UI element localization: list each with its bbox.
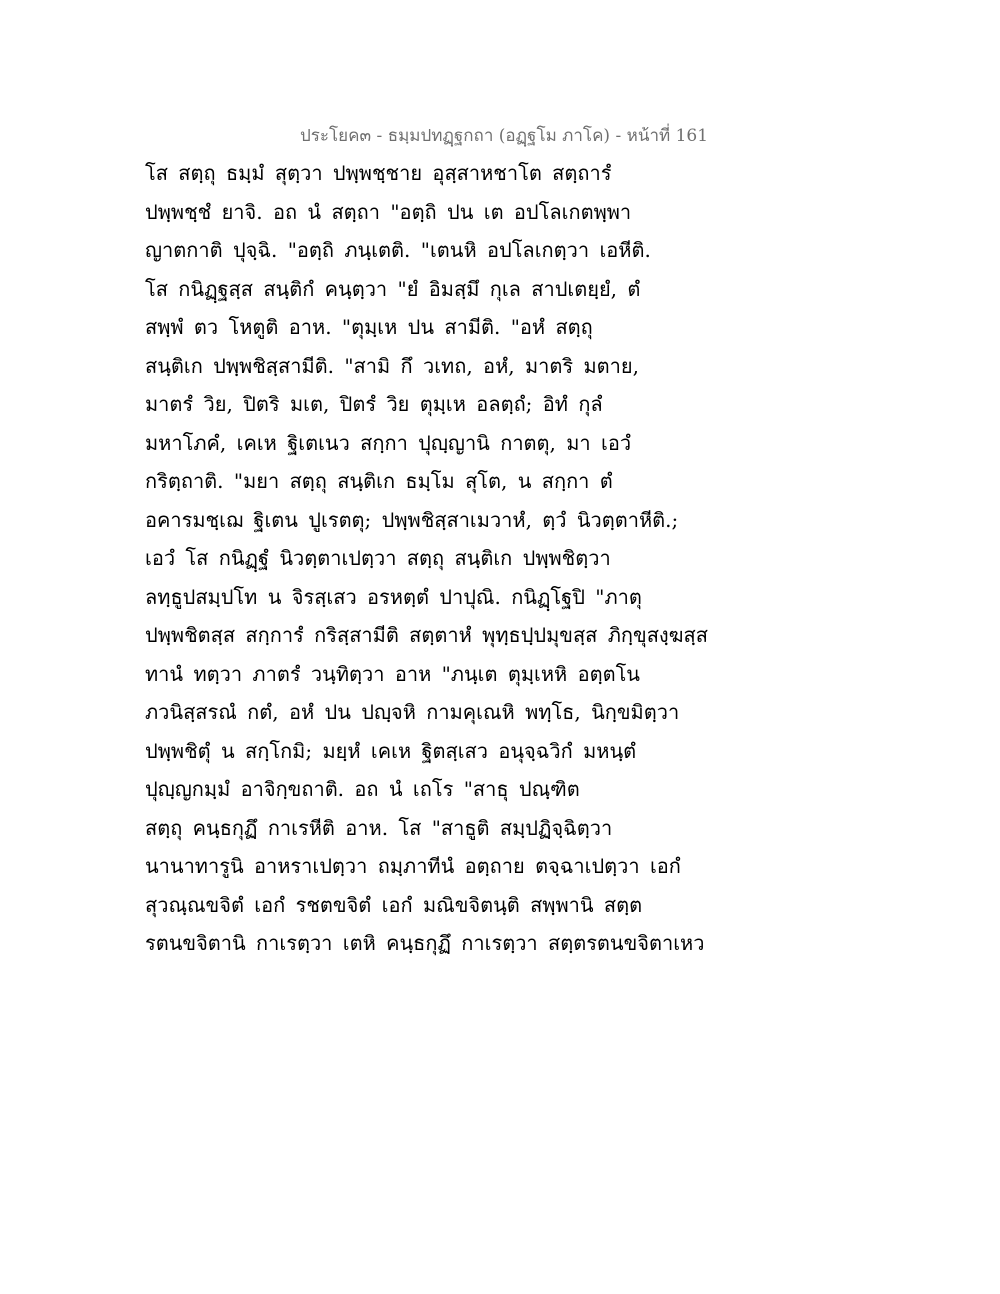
text-line: รตนขจิตานิ กาเรตฺวา เตหิ คนฺธกุฏึ กาเรตฺวา สตฺตรตนขจิตาเหว (145, 931, 705, 955)
text-line: ปุญฺญกมฺมํ อาจิกฺขถาติ. อถ นํ เถโร "สาธุ ปณฺฑิต (145, 777, 580, 801)
text-line: ญาตกาติ ปุจฺฉิ. "อตฺถิ ภนฺเตติ. "เตนหิ อปโลเกตฺวา เอหีติ. (145, 238, 651, 262)
text-line: ปพฺพชิตสฺส สกฺการํ กริสฺสามีติ สตฺตาหํ พุทฺธปฺปมุขสฺส ภิกฺขุสงฺฆสฺส (145, 623, 708, 647)
text-line: มหาโภคํ, เคเห ฐิเตเนว สกฺกา ปุญฺญานิ กาตตุ, มา เอวํ (145, 430, 632, 455)
text-line: สุวณฺณขจิตํ เอกํ รชตขจิตํ เอกํ มณิขจิตนฺติ สพฺพานิ สตฺต (145, 892, 643, 917)
text-line: สนฺติเก ปพฺพชิสฺสามีติ. "สามิ กึ วเทถ, อหํ, มาตริ มตาย, (145, 353, 639, 378)
text-line: สตฺถุ คนฺธกุฏึ กาเรหีติ อาห. โส "สาธูติ สมฺปฏิจฺฉิตฺวา (145, 815, 613, 840)
text-line: มาตรํ วิย, ปิตริ มเต, ปิตรํ วิย ตุมฺเห อลตฺถํ; อิทํ กุลํ (145, 392, 603, 416)
text-line: สพฺพํ ตว โหตูติ อาห. "ตุมฺเห ปน สามีติ. "อหํ สตฺถุ (145, 315, 593, 339)
body-text (145, 154, 865, 963)
text-line: ปพฺพชฺชํ ยาจิ. อถ นํ สตฺถา "อตฺถิ ปน เต อปโลเกตพฺพา (145, 199, 632, 224)
text-line: เอวํ โส กนิฏฺฐํ นิวตฺตาเปตฺวา สตฺถุ สนฺติเก ปพฺพชิตฺวา (145, 546, 611, 570)
running-head: ประโยค๓ - ธมฺมปทฏฺฐกถา (อฏฺฐโม ภาโค) - หน้าที่ 161 (300, 126, 709, 146)
text-line: ภวนิสฺสรณํ กตํ, อหํ ปน ปญฺจหิ กามคุเณหิ พทฺโธ, นิกฺขมิตฺวา (145, 700, 680, 724)
text-line: ทานํ ทตฺวา ภาตรํ วนฺทิตฺวา อาห "ภนฺเต ตุมฺเหหิ อตฺตโน (145, 661, 640, 686)
text-line: นานาทารูนิ อาหราเปตฺวา ถมฺภาทีนํ อตฺถาย ตจฺฉาเปตฺวา เอกํ (145, 854, 681, 878)
text-line: กริตฺถาติ. "มยา สตฺถุ สนฺติเก ธมฺโม สุโต, น สกฺกา ตํ (145, 469, 613, 493)
text-line: โส สตฺถุ ธมฺมํ สุตฺวา ปพฺพชฺชาย อุสฺสาหชาโต สตฺถารํ (145, 161, 612, 185)
text-line: ลทฺธูปสมฺปโท น จิรสฺเสว อรหตฺตํ ปาปุณิ. กนิฏฺโฐปิ "ภาตุ (145, 584, 642, 609)
text-line: ปพฺพชิตุํ น สกฺโกมิ; มยฺหํ เคเห ฐิตสฺเสว อนุจฺฉวิกํ มหนฺตํ (145, 738, 637, 763)
text-line: โส กนิฏฺฐสฺส สนฺติกํ คนฺตฺวา "ยํ อิมสฺมึ กุเล สาปเตยฺยํ, ตํ (145, 276, 641, 301)
text-line: อคารมชฺเฌ ฐิเตน ปูเรตตุ; ปพฺพชิสฺสาเมวาหํ, ตฺวํ นิวตฺตาหีติ.; (145, 507, 679, 532)
